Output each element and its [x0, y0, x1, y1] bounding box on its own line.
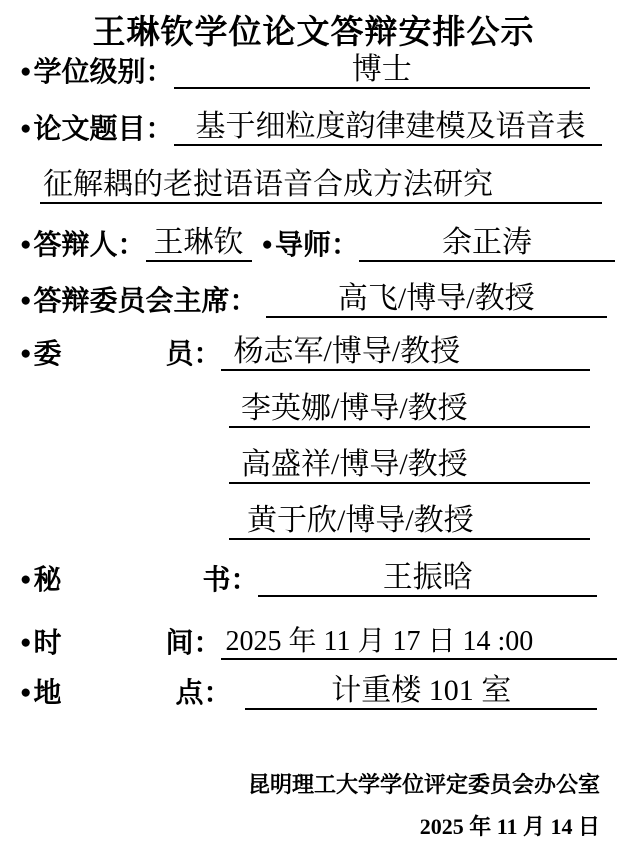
member-value-4: 黄于欣/博导/教授: [229, 504, 590, 541]
defender-supervisor-row: [20, 220, 615, 262]
secretary-value: 王振晗: [258, 561, 597, 598]
bullet-icon: ●: [20, 569, 32, 590]
colon: ：: [117, 228, 146, 260]
defender-label: 答辩人：: [33, 228, 146, 260]
time-label: 时 间：: [33, 626, 222, 658]
degree-value: 博士: [174, 53, 590, 90]
thesis-value-line1: 基于细粒度韵律建模及语音表: [174, 110, 602, 147]
colon: ：: [230, 563, 259, 595]
bullet-icon: ●: [20, 118, 32, 139]
member-row-3: [229, 442, 590, 484]
colon: ：: [145, 55, 174, 87]
member-value-1: 杨志军/博导/教授: [221, 335, 590, 372]
bullet-icon: ●: [20, 682, 32, 703]
colon: ：: [331, 228, 360, 260]
chair-value: 高飞/博导/教授: [266, 282, 607, 319]
thesis-value-line2: 征解耦的老挝语语音合成方法研究: [40, 168, 602, 205]
location-label: 地 点：: [33, 676, 232, 708]
colon: ：: [193, 337, 222, 369]
colon: ：: [203, 676, 232, 708]
degree-label: 学位级别：: [33, 55, 174, 87]
chair-label: 答辩委员会主席：: [33, 284, 258, 316]
location-row: [20, 668, 597, 710]
issue-date: 2025 年 11 月 14 日: [419, 814, 600, 839]
chair-row: [20, 276, 607, 318]
secretary-label: 秘 书：: [33, 563, 259, 595]
time-value: 2025 年 11 月 17 日 14 :00: [221, 626, 617, 660]
colon: ：: [193, 626, 222, 658]
member-value-2: 李英娜/博导/教授: [229, 392, 590, 429]
colon: ：: [229, 284, 258, 316]
degree-row: [20, 47, 590, 89]
bullet-icon: ●: [20, 632, 32, 653]
time-row: [20, 618, 617, 660]
member-value-3: 高盛祥/博导/教授: [229, 448, 590, 485]
location-value: 计重楼 101 室: [245, 674, 597, 711]
supervisor-value: 余正涛: [359, 226, 615, 263]
thesis-title-row: [20, 104, 602, 146]
colon: ：: [145, 112, 174, 144]
page-title: 王琳钦学位论文答辩安排公示: [92, 13, 535, 50]
member-label: 委 员：: [33, 337, 222, 369]
bullet-icon: ●: [261, 234, 273, 255]
secretary-row: [20, 555, 597, 597]
bullet-icon: ●: [20, 61, 32, 82]
member-row-1: [20, 329, 590, 371]
bullet-icon: ●: [20, 290, 32, 311]
supervisor-label: 导师：: [275, 228, 360, 260]
defender-value: 王琳钦: [146, 226, 252, 263]
issuing-office: 昆明理工大学学位评定委员会办公室: [247, 772, 600, 797]
member-row-2: [229, 386, 590, 428]
thesis-label: 论文题目：: [33, 112, 174, 144]
bullet-icon: ●: [20, 343, 32, 364]
bullet-icon: ●: [20, 234, 32, 255]
member-row-4: [229, 498, 590, 540]
thesis-title-row-2: [40, 162, 602, 204]
